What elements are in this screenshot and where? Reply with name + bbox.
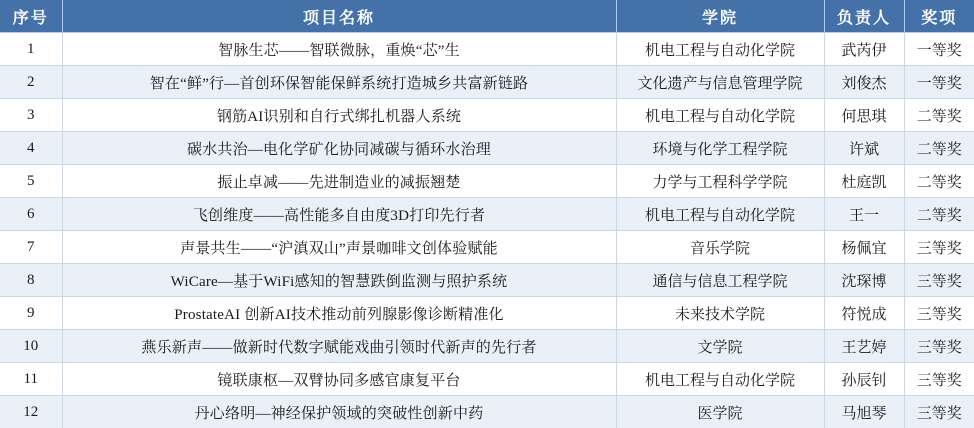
cell-award: 二等奖 <box>904 132 974 165</box>
table-row <box>0 33 974 66</box>
cell-leader: 孙辰钊 <box>824 363 904 396</box>
cell-college: 未来技术学院 <box>616 297 824 330</box>
cell-college: 文学院 <box>616 330 824 363</box>
table-row <box>0 165 974 198</box>
column-header-index: 序号 <box>0 0 62 33</box>
cell-index: 5 <box>0 165 62 198</box>
cell-leader: 杨佩宜 <box>824 231 904 264</box>
cell-project-name: 智脉生芯——智联微脉，重焕“芯”生 <box>62 33 616 66</box>
cell-leader: 许斌 <box>824 132 904 165</box>
column-header-project-name: 项目名称 <box>62 0 616 33</box>
table-row <box>0 363 974 396</box>
cell-index: 11 <box>0 363 62 396</box>
cell-project-name: 丹心络明—神经保护领域的突破性创新中药 <box>62 396 616 428</box>
cell-college: 机电工程与自动化学院 <box>616 33 824 66</box>
cell-project-name: 智在“鲜”行—首创环保智能保鲜系统打造城乡共富新链路 <box>62 66 616 99</box>
cell-award: 三等奖 <box>904 396 974 428</box>
cell-award: 二等奖 <box>904 99 974 132</box>
table-header-row <box>0 0 974 33</box>
cell-project-name: 振止卓减——先进制造业的减振翘楚 <box>62 165 616 198</box>
table-row <box>0 198 974 231</box>
cell-award: 三等奖 <box>904 264 974 297</box>
cell-index: 9 <box>0 297 62 330</box>
cell-project-name: 声景共生——“沪滇双山”声景咖啡文创体验赋能 <box>62 231 616 264</box>
cell-project-name: 燕乐新声——做新时代数字赋能戏曲引领时代新声的先行者 <box>62 330 616 363</box>
table-row <box>0 396 974 428</box>
cell-college: 机电工程与自动化学院 <box>616 363 824 396</box>
cell-index: 7 <box>0 231 62 264</box>
cell-award: 一等奖 <box>904 66 974 99</box>
cell-award: 三等奖 <box>904 330 974 363</box>
cell-project-name: WiCare—基于WiFi感知的智慧跌倒监测与照护系统 <box>62 264 616 297</box>
cell-index: 3 <box>0 99 62 132</box>
cell-award: 二等奖 <box>904 198 974 231</box>
table-body <box>0 33 974 428</box>
cell-project-name: 钢筋AI识别和自行式绑扎机器人系统 <box>62 99 616 132</box>
cell-college: 音乐学院 <box>616 231 824 264</box>
cell-award: 三等奖 <box>904 231 974 264</box>
table-row <box>0 264 974 297</box>
table-header <box>0 0 974 33</box>
cell-index: 8 <box>0 264 62 297</box>
table-row <box>0 330 974 363</box>
cell-leader: 符悦成 <box>824 297 904 330</box>
cell-college: 机电工程与自动化学院 <box>616 198 824 231</box>
table-row <box>0 66 974 99</box>
cell-leader: 马旭琴 <box>824 396 904 428</box>
cell-index: 12 <box>0 396 62 428</box>
cell-award: 一等奖 <box>904 33 974 66</box>
cell-project-name: 镜联康枢—双臂协同多感官康复平台 <box>62 363 616 396</box>
cell-index: 6 <box>0 198 62 231</box>
table-row <box>0 132 974 165</box>
cell-leader: 杜庭凯 <box>824 165 904 198</box>
cell-award: 三等奖 <box>904 363 974 396</box>
cell-college: 通信与信息工程学院 <box>616 264 824 297</box>
cell-college: 医学院 <box>616 396 824 428</box>
cell-leader: 沈琛博 <box>824 264 904 297</box>
table-row <box>0 297 974 330</box>
cell-college: 环境与化学工程学院 <box>616 132 824 165</box>
cell-index: 10 <box>0 330 62 363</box>
cell-project-name: ProstateAI 创新AI技术推动前列腺影像诊断精准化 <box>62 297 616 330</box>
column-header-award: 奖项 <box>904 0 974 33</box>
cell-index: 2 <box>0 66 62 99</box>
cell-index: 1 <box>0 33 62 66</box>
cell-leader: 王艺婷 <box>824 330 904 363</box>
table-row <box>0 99 974 132</box>
cell-college: 力学与工程科学学院 <box>616 165 824 198</box>
cell-leader: 刘俊杰 <box>824 66 904 99</box>
table-row <box>0 231 974 264</box>
cell-award: 二等奖 <box>904 165 974 198</box>
column-header-leader: 负责人 <box>824 0 904 33</box>
cell-index: 4 <box>0 132 62 165</box>
cell-college: 机电工程与自动化学院 <box>616 99 824 132</box>
cell-leader: 何思琪 <box>824 99 904 132</box>
column-header-college: 学院 <box>616 0 824 33</box>
cell-college: 文化遗产与信息管理学院 <box>616 66 824 99</box>
cell-leader: 武芮伊 <box>824 33 904 66</box>
cell-award: 三等奖 <box>904 297 974 330</box>
cell-leader: 王一 <box>824 198 904 231</box>
cell-project-name: 飞创维度——高性能多自由度3D打印先行者 <box>62 198 616 231</box>
cell-project-name: 碳水共治—电化学矿化协同减碳与循环水治理 <box>62 132 616 165</box>
